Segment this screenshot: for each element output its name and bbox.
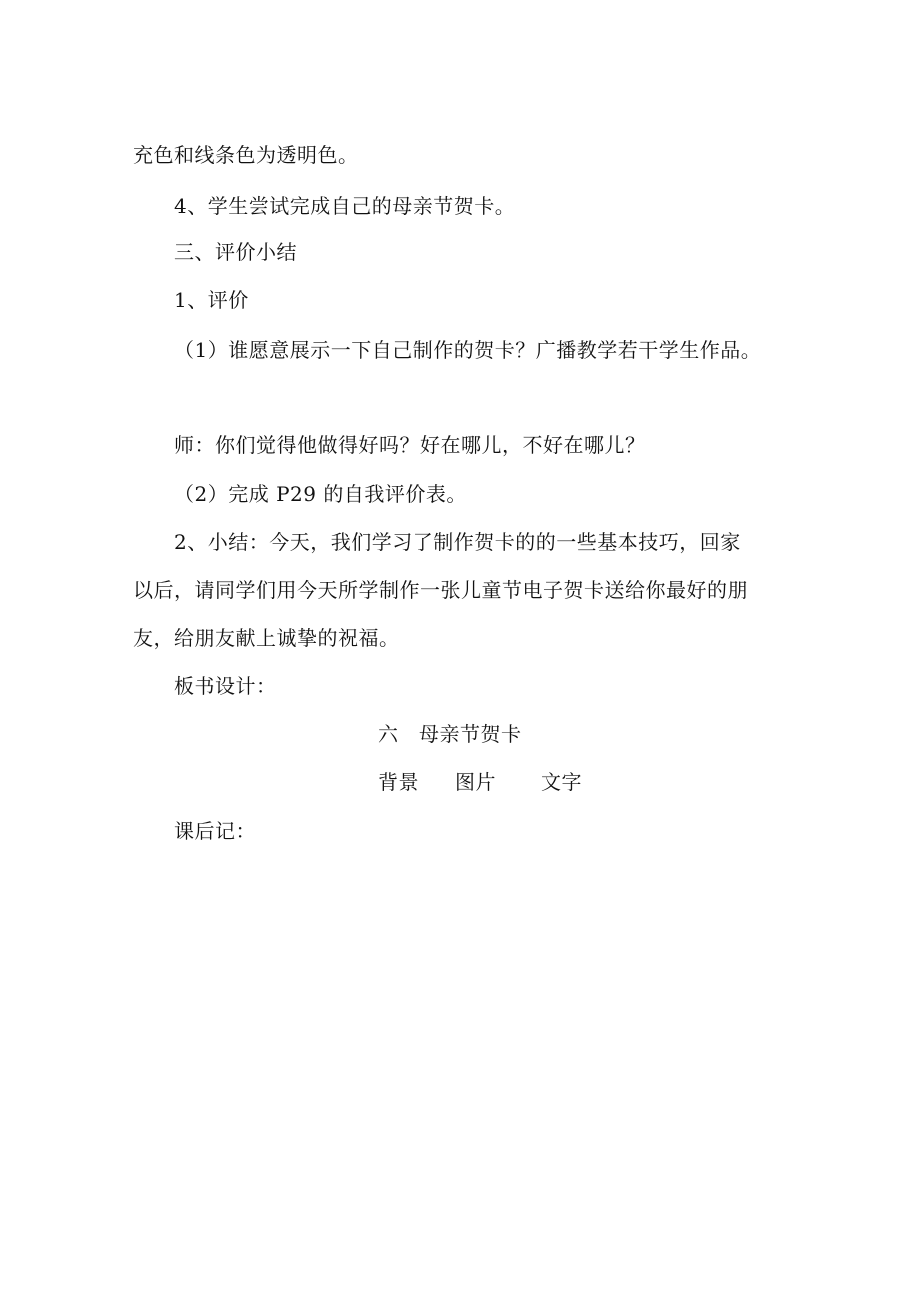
summary-line-1: 2、小结：今天，我们学习了制作贺卡的的一些基本技巧，回家 — [174, 530, 741, 554]
evaluation-item-1: （1）谁愿意展示一下自己制作的贺卡？广播教学若干学生作品。 — [174, 338, 762, 362]
section-heading: 三、评价小结 — [174, 240, 297, 264]
teacher-question: 师：你们觉得他做得好吗？好在哪儿，不好在哪儿？ — [174, 433, 646, 457]
board-item-background: 背景 — [378, 770, 419, 794]
evaluation-item-2: （2）完成 P29 的自我评价表。 — [174, 482, 467, 506]
after-class-notes-label: 课后记： — [174, 819, 256, 843]
board-design-label: 板书设计： — [174, 674, 277, 698]
board-item-text: 文字 — [541, 770, 582, 794]
summary-line-2: 以后，请同学们用今天所学制作一张儿童节电子贺卡送给你最好的朋 — [133, 578, 748, 602]
summary-line-3: 友，给朋友献上诚挚的祝福。 — [133, 626, 400, 650]
paragraph-line: 充色和线条色为透明色。 — [133, 143, 359, 167]
step-4-line: 4、学生尝试完成自己的母亲节贺卡。 — [174, 194, 516, 218]
board-item-picture: 图片 — [455, 770, 496, 794]
subheading-evaluation: 1、评价 — [174, 288, 249, 312]
board-title: 六 母亲节贺卡 — [378, 722, 522, 746]
